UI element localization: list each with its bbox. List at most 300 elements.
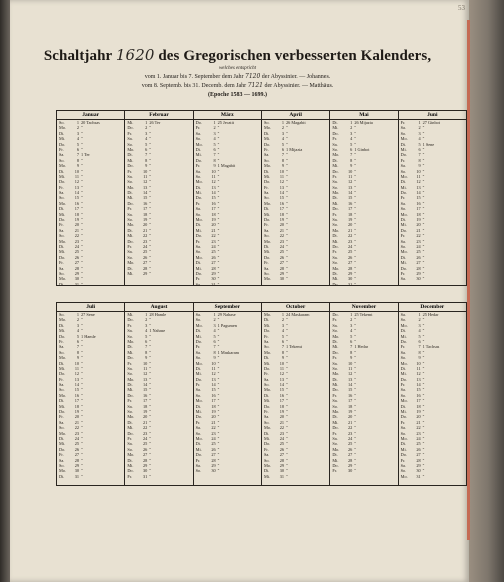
day-number: 26: [416, 254, 421, 260]
day-number: 22: [279, 425, 284, 431]
ethiopian-date: ″: [285, 414, 288, 420]
weekday: Fr.: [400, 195, 406, 201]
day-number: 3: [145, 130, 148, 136]
weekday: Di.: [332, 270, 338, 276]
epoch-label: (Epoche 1583 — 1699.): [208, 92, 267, 98]
day-number: 10: [143, 168, 148, 174]
ethiopian-date: ″: [217, 130, 220, 136]
weekday: Mo.: [400, 249, 408, 255]
ethiopian-date: ″: [422, 317, 425, 323]
ethiopian-date: ″: [81, 435, 83, 441]
ethiopian-date: ″: [81, 462, 83, 468]
weekday: Fr.: [59, 222, 64, 228]
day-number: 7: [281, 152, 284, 158]
weekday: Di.: [263, 355, 270, 361]
day-number: 21: [348, 227, 353, 233]
ethiopian-date: 1 Hedar: [354, 344, 369, 350]
day-number: 11: [279, 365, 284, 371]
day-number: 27: [143, 452, 148, 458]
day-number: 25: [143, 441, 148, 447]
day-number: 21: [279, 419, 284, 425]
ethiopian-date: ″: [81, 355, 83, 361]
ethiopian-date: ″: [285, 419, 288, 425]
weekday: Mi.: [263, 173, 271, 179]
day-number: 7: [418, 344, 421, 350]
weekday: Do.: [263, 254, 271, 260]
weekday: Fr.: [400, 157, 406, 163]
ethiopian-date: ″: [217, 238, 220, 244]
weekday: Mi.: [195, 227, 202, 233]
day-number: 4: [76, 136, 79, 142]
weekday: Sa.: [127, 136, 133, 142]
day-number: 11: [416, 365, 421, 371]
ethiopian-date: ″: [354, 200, 357, 206]
ethiopian-date: ″: [422, 398, 425, 404]
weekday: So.: [59, 312, 65, 317]
ethiopian-date: ″: [217, 146, 220, 152]
weekday: Fr.: [400, 233, 406, 239]
weekday: Fr.: [332, 136, 337, 142]
day-number: 25: [279, 441, 284, 447]
day-number: 17: [74, 398, 79, 404]
day-number: 27: [348, 452, 353, 458]
weekday: Di.: [127, 227, 133, 233]
ethiopian-date: ″: [81, 457, 83, 463]
weekday: Do.: [263, 403, 271, 409]
weekday: Fr.: [195, 457, 201, 463]
ethiopian-date: ″: [285, 441, 288, 447]
ethiopian-date: 26 Ter: [149, 120, 161, 125]
weekday: Mi.: [332, 125, 339, 131]
ethiopian-date: ″: [149, 441, 152, 447]
ethiopian-date: ″: [422, 446, 425, 452]
ethiopian-date: ″: [81, 206, 83, 212]
day-number: 10: [348, 360, 353, 366]
ethiopian-date: ″: [81, 328, 83, 334]
weekday: Sa.: [195, 130, 202, 136]
ethiopian-date: ″: [81, 409, 83, 415]
ethiopian-date: ″: [149, 414, 152, 420]
ethiopian-date: ″: [354, 425, 357, 431]
ethiopian-date: ″: [81, 217, 83, 223]
day-number: 6: [418, 338, 421, 344]
day-number: 15: [74, 387, 79, 393]
day-number: 2: [350, 317, 353, 323]
day-number: 14: [348, 190, 353, 196]
day-number: 13: [74, 376, 79, 382]
day-number: 30: [348, 276, 353, 282]
weekday: So.: [195, 430, 202, 436]
day-number: 29: [143, 270, 148, 276]
day-number: 30: [74, 468, 79, 474]
ethiopian-date: ″: [354, 136, 357, 142]
day-number: 19: [143, 217, 148, 223]
ethiopian-date: ″: [149, 238, 152, 244]
weekday: So.: [59, 349, 65, 355]
day-number: 1: [213, 120, 216, 125]
weekday: Fr.: [263, 146, 269, 152]
day-number: 20: [416, 222, 421, 228]
ethiopian-date: ″: [354, 392, 357, 398]
weekday: Sa.: [263, 338, 270, 344]
weekday: Do.: [332, 312, 339, 317]
day-number: 1: [281, 120, 284, 125]
ethiopian-date: ″: [354, 333, 357, 339]
weekday: Mo.: [332, 152, 340, 158]
day-number: 27: [348, 260, 353, 266]
day-number: 24: [348, 435, 353, 441]
ethiopian-date: ″: [354, 217, 357, 223]
weekday: Do.: [195, 338, 202, 344]
day-number: 6: [281, 146, 284, 152]
day-number: 11: [348, 173, 353, 179]
weekday: Do.: [59, 371, 66, 377]
ethiopian-date: ″: [422, 163, 425, 169]
weekday: Sa.: [127, 211, 133, 217]
ethiopian-date: ″: [354, 382, 357, 388]
day-number: 15: [211, 195, 216, 201]
ethiopian-date: ″: [149, 130, 152, 136]
weekday: Di.: [263, 392, 270, 398]
day-number: 9: [145, 163, 148, 169]
day-number: 14: [416, 190, 421, 196]
ethiopian-date: ″: [354, 414, 357, 420]
weekday: Fr.: [263, 184, 269, 190]
day-number: 2: [418, 125, 421, 131]
weekday: Di.: [400, 403, 407, 409]
day-number: 5: [213, 141, 216, 147]
day-number: 4: [350, 136, 353, 142]
ethiopian-date: ″: [354, 243, 357, 249]
day-number: 2: [145, 317, 148, 323]
weekday: So.: [263, 120, 270, 125]
weekday: Di.: [195, 403, 202, 409]
ethiopian-date: ″: [354, 457, 357, 463]
equivalence-text: vom 1. Januar bis 7. September dem Jahr: [144, 74, 244, 80]
weekday: Do.: [400, 414, 407, 420]
weekday: Di.: [59, 360, 65, 366]
day-row: [399, 276, 466, 281]
month-column: [261, 111, 329, 285]
ethiopian-date: ″: [354, 270, 357, 276]
day-number: 9: [213, 355, 216, 361]
day-number: 21: [416, 227, 421, 233]
weekday: Mo.: [400, 173, 408, 179]
day-number: 1: [350, 120, 353, 125]
weekday: Sa.: [127, 249, 133, 255]
ethiopian-date: ″: [422, 217, 425, 223]
day-number: 19: [348, 409, 353, 415]
weekday: Mi.: [59, 211, 66, 217]
weekday: Fr.: [263, 446, 269, 452]
ethiopian-date: ″: [285, 371, 288, 377]
weekday: Sa.: [127, 173, 133, 179]
day-row: [57, 282, 124, 285]
weekday: So.: [127, 179, 133, 185]
calendar-grid-first-half: [56, 110, 467, 286]
weekday: Mi.: [59, 173, 66, 179]
day-number: 2: [281, 317, 284, 323]
ethiopian-date: ″: [217, 173, 220, 179]
weekday: Sa.: [332, 322, 338, 328]
day-number: 20: [74, 414, 79, 420]
day-number: 4: [213, 328, 216, 334]
ethiopian-date: ″: [217, 136, 220, 142]
ethiopian-date: ″: [422, 468, 425, 474]
weekday: Sa.: [127, 328, 133, 334]
ethiopian-date: ″: [149, 376, 152, 382]
day-number: 29: [279, 270, 284, 276]
day-number: 31: [74, 281, 79, 285]
ethiopian-date: ″: [81, 249, 83, 255]
ethiopian-date: ″: [285, 184, 288, 190]
day-number: 2: [145, 125, 148, 131]
weekday: Fr.: [195, 125, 201, 131]
weekday: Sa.: [195, 281, 202, 285]
day-number: 15: [143, 195, 148, 201]
weekday: Di.: [332, 195, 338, 201]
ethiopian-date: ″: [81, 387, 83, 393]
day-number: 4: [145, 328, 148, 334]
ethiopian-date: ″: [81, 168, 83, 174]
ethiopian-date: ″: [149, 179, 152, 185]
weekday: Di.: [263, 243, 270, 249]
day-number: 1: [418, 120, 421, 125]
ethiopian-date: ″: [217, 125, 220, 131]
weekday: So.: [195, 392, 202, 398]
day-number: 4: [281, 136, 284, 142]
ethiopian-date: ″: [217, 211, 220, 217]
day-number: 6: [213, 338, 216, 344]
day-number: 16: [348, 200, 353, 206]
ethiopian-date: ″: [422, 238, 425, 244]
ethiopian-date: ″: [81, 141, 83, 147]
weekday: Fr.: [195, 238, 201, 244]
ethiopian-date: ″: [422, 387, 425, 393]
day-number: 25: [74, 441, 79, 447]
ethiopian-date: ″: [149, 222, 152, 228]
day-number: 26: [279, 254, 284, 260]
day-number: 15: [211, 387, 216, 393]
ethiopian-date: ″: [81, 130, 83, 136]
weekday: Mi.: [332, 382, 339, 388]
ethiopian-date: ″: [285, 179, 288, 185]
weekday: So.: [263, 195, 270, 201]
ethiopian-date: ″: [81, 419, 83, 425]
weekday: So.: [127, 371, 133, 377]
weekday: So.: [332, 184, 338, 190]
weekday: Sa.: [127, 365, 133, 371]
day-number: 24: [211, 243, 216, 249]
ethiopian-date: ″: [81, 146, 83, 152]
weekday: Mo.: [59, 430, 67, 436]
day-number: 3: [76, 322, 79, 328]
ethiopian-date: ″: [81, 360, 83, 366]
weekday: So.: [400, 317, 407, 323]
day-number: 31: [279, 473, 284, 479]
day-number: 25: [416, 249, 421, 255]
weekday: Di.: [127, 419, 133, 425]
weekday: Fr.: [263, 333, 269, 339]
ethiopian-date: ″: [422, 168, 425, 174]
weekday: Sa.: [195, 168, 202, 174]
day-row: [125, 271, 192, 276]
ethiopian-date: ″: [422, 403, 425, 409]
ethiopian-date: ″: [81, 403, 83, 409]
month-name: September: [194, 303, 261, 312]
ethiopian-date: ″: [285, 130, 288, 136]
day-row: [194, 468, 261, 473]
day-number: 16: [279, 392, 284, 398]
day-number: 30: [279, 468, 284, 474]
ethiopian-date: ″: [149, 409, 152, 415]
ethiopian-date: ″: [285, 238, 288, 244]
day-number: 11: [74, 365, 79, 371]
day-number: 12: [143, 179, 148, 185]
ethiopian-date: ″: [81, 322, 83, 328]
ethiopian-date: 1 Hamle: [81, 333, 96, 339]
day-number: 30: [348, 468, 353, 474]
day-number: 26: [74, 254, 79, 260]
ethiopian-date: ″: [422, 276, 425, 282]
weekday: Mi.: [59, 136, 66, 142]
weekday: Di.: [263, 130, 270, 136]
ethiopian-date: ″: [217, 152, 220, 158]
weekday: So.: [59, 157, 65, 163]
ethiopian-date: ″: [285, 398, 288, 404]
day-number: 15: [348, 387, 353, 393]
day-number: 8: [350, 349, 353, 355]
weekday: Do.: [263, 141, 271, 147]
ethiopian-date: ″: [149, 430, 152, 436]
day-number: 13: [143, 184, 148, 190]
weekday: Di.: [59, 281, 65, 285]
equivalence-line-1: [30, 73, 445, 80]
ethiopian-date: ″: [81, 184, 83, 190]
day-number: 22: [74, 425, 79, 431]
ethiopian-date: ″: [149, 403, 152, 409]
weekday: Di.: [400, 141, 407, 147]
weekday: Mi.: [127, 157, 134, 163]
weekday: Mo.: [263, 312, 272, 317]
day-number: 3: [76, 130, 79, 136]
day-number: 18: [279, 403, 284, 409]
weekday: Sa.: [263, 376, 270, 382]
day-number: 9: [76, 355, 79, 361]
day-number: 18: [348, 403, 353, 409]
ethiopian-date: ″: [354, 265, 357, 271]
day-number: 3: [213, 130, 216, 136]
ethiopian-date: ″: [285, 457, 288, 463]
day-row: [125, 474, 192, 479]
day-number: 24: [348, 243, 353, 249]
weekday: Fr.: [195, 163, 201, 169]
weekday: Sa.: [59, 152, 65, 158]
day-number: 10: [416, 168, 421, 174]
weekday: Sa.: [195, 387, 202, 393]
weekday: So.: [59, 195, 65, 201]
weekday: Do.: [263, 365, 271, 371]
day-number: 20: [348, 222, 353, 228]
ethiopian-date: ″: [422, 136, 425, 142]
weekday: Mo.: [59, 276, 67, 282]
weekday: Mi.: [263, 398, 271, 404]
day-number: 26: [211, 254, 216, 260]
ethiopian-date: ″: [217, 462, 220, 468]
weekday: So.: [400, 168, 407, 174]
ethiopian-date: ″: [217, 360, 220, 366]
day-number: 7: [76, 344, 79, 350]
day-number: 24: [279, 243, 284, 249]
ethiopian-date: ″: [285, 338, 288, 344]
ethiopian-date: ″: [149, 435, 152, 441]
day-number: 27: [279, 452, 284, 458]
ethiopian-date: ″: [217, 328, 220, 334]
day-number: 14: [74, 190, 79, 196]
day-number: 29: [348, 270, 353, 276]
weekday: Fr.: [59, 146, 64, 152]
ethiopian-date: ″: [285, 446, 288, 452]
ethiopian-date: ″: [354, 157, 357, 163]
ethiopian-date: ″: [217, 222, 220, 228]
weekday: Fr.: [400, 457, 406, 463]
weekday: Di.: [59, 168, 65, 174]
month-column: [398, 111, 466, 285]
calendar-page: [10, 0, 469, 582]
ethiopian-date: ″: [422, 195, 425, 201]
weekday: Di.: [127, 382, 133, 388]
ethiopian-date: ″: [217, 168, 220, 174]
day-number: 13: [416, 184, 421, 190]
ethiopian-date: ″: [217, 317, 220, 323]
weekday: Mi.: [59, 365, 66, 371]
ethiopian-date: ″: [285, 462, 288, 468]
weekday: Do.: [332, 425, 339, 431]
day-number: 29: [143, 462, 148, 468]
day-number: 17: [211, 398, 216, 404]
day-number: 7: [281, 344, 284, 350]
weekday: Sa.: [59, 265, 65, 271]
day-number: 4: [418, 136, 421, 142]
ethiopian-date: ″: [149, 387, 152, 393]
day-number: 7: [76, 152, 79, 158]
day-number: 19: [211, 217, 216, 223]
weekday: Fr.: [263, 260, 269, 266]
day-number: 21: [143, 419, 148, 425]
day-number: 7: [350, 344, 353, 350]
weekday: Mo.: [59, 200, 67, 206]
day-number: 1: [350, 312, 353, 317]
weekday: Mi.: [332, 163, 339, 169]
ethiopian-date: ″: [149, 338, 152, 344]
day-number: 9: [418, 355, 421, 361]
ethiopian-date: ″: [217, 435, 220, 441]
day-number: 9: [350, 355, 353, 361]
ethiopian-date: ″: [354, 355, 357, 361]
day-number: 20: [74, 222, 79, 228]
weekday: Di.: [263, 317, 270, 323]
ethiopian-date: ″: [217, 179, 220, 185]
weekday: Do.: [127, 238, 134, 244]
ethiopian-date: ″: [81, 398, 83, 404]
ethiopian-date: ″: [354, 441, 357, 447]
weekday: Do.: [332, 206, 339, 212]
ethiopian-date: ″: [354, 227, 357, 233]
weekday: Fr.: [127, 206, 132, 212]
weekday: Sa.: [127, 441, 133, 447]
weekday: Do.: [59, 446, 66, 452]
ethiopian-date: ″: [285, 360, 288, 366]
